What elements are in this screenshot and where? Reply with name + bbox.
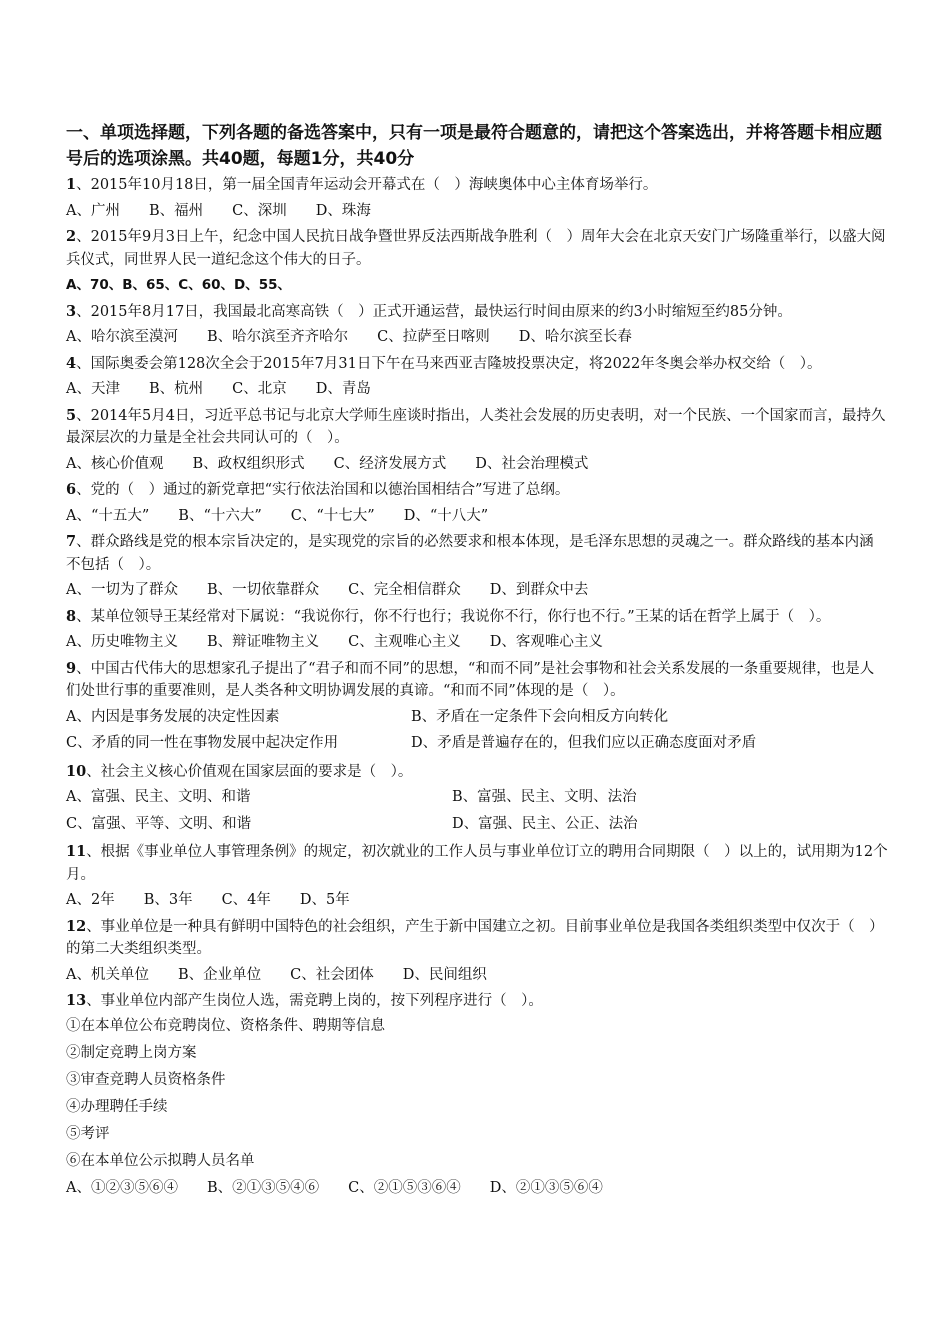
question-text: 、中国古代伟大的思想家孔子提出了“君子和而不同”的思想，“和而不同”是社会事物和社会关系发展的一条重要规律，也是人们处世行事的重要准则，是人类各种文明协调发展的真谛。“和而不同”体现的是（ ）。: [66, 660, 875, 699]
question-text: 、党的（ ）通过的新党章把“实行依法治国和以德治国相结合”写进了总纲。: [76, 482, 570, 498]
procedure-item: ①在本单位公布竞聘岗位、资格条件、聘期等信息: [66, 1017, 385, 1034]
option-a: A、内因是事务发展的决定性因素: [66, 708, 280, 725]
option-b: B、富强、民主、文明、法治: [452, 789, 637, 805]
question-10: [66, 761, 888, 839]
question-13: [66, 990, 888, 1199]
question-text: 、根据《事业单位人事管理条例》的规定，初次就业的工作人员与事业单位订立的聘用合同期限（ ）以上的，试用期为12个月。: [66, 844, 888, 883]
procedure-item: ⑤考评: [66, 1125, 110, 1142]
procedure-item: ⑥在本单位公示拟聘人员名单: [66, 1152, 255, 1169]
question-options: A、历史唯物主义 B、辩证唯物主义 C、主观唯心主义 D、客观唯心主义: [66, 634, 603, 650]
question-12: [66, 916, 888, 987]
question-options: A、70、B、65、C、60、D、55、: [66, 277, 291, 293]
question-text: 、2015年8月17日，我国最北高寒高铁（ ）正式开通运营，最快运行时间由原来的约3小时缩短至约85分钟。: [76, 303, 792, 320]
question-number: 1: [66, 176, 77, 193]
exam-page: [66, 120, 888, 1203]
question-1: [66, 174, 888, 222]
question-number: 7: [66, 533, 77, 550]
question-number: 6: [66, 481, 77, 498]
question-number: 4: [66, 354, 77, 372]
question-text: 、某单位领导王某经常对下属说：“我说你行，你不行也行；我说你不行，你行也不行。”王某的话在哲学上属于（ ）。: [76, 608, 831, 625]
question-text: 、国际奥委会第128次全会于2015年7月31日下午在马来西亚吉隆坡投票决定，将2022年冬奥会举办权交给（ ）。: [76, 355, 822, 372]
section-heading: 一、单项选择题，下列各题的备选答案中，只有一项是最符合题意的，请把这个答案选出，并将答题卡相应题号后的选项涂黑。共40题，每题1分，共40分: [66, 123, 882, 169]
question-11: [66, 841, 888, 912]
question-8: [66, 606, 888, 654]
question-number: 12: [66, 917, 87, 935]
option-c: C、富强、平等、文明、和谐: [66, 815, 252, 832]
procedure-item: ④办理聘任手续: [66, 1098, 168, 1115]
question-number: 9: [66, 659, 77, 677]
question-options: A、核心价值观 B、政权组织形式 C、经济发展方式 D、社会治理模式: [66, 455, 589, 472]
question-text: 、2014年5月4日，习近平总书记与北京大学师生座谈时指出，人类社会发展的历史表明，对一个民族、一个国家而言，最持久最深层次的力量是全社会共同认可的（ ）。: [66, 407, 886, 446]
procedure-item: ③审查竞聘人员资格条件: [66, 1071, 226, 1088]
question-options: [66, 705, 888, 758]
procedure-item: ②制定竞聘上岗方案: [66, 1044, 197, 1061]
question-options: A、一切为了群众 B、一切依靠群众 C、完全相信群众 D、到群众中去: [66, 582, 589, 598]
question-6: [66, 479, 888, 527]
question-options: A、哈尔滨至漠河 B、哈尔滨至齐齐哈尔 C、拉萨至日喀则 D、哈尔滨至长春: [66, 329, 632, 345]
option-a: A、富强、民主、文明、和谐: [66, 789, 251, 805]
option-d: D、富强、民主、公正、法治: [452, 815, 638, 832]
question-number: 2: [66, 228, 77, 245]
question-number: 8: [66, 607, 77, 625]
question-options: A、“十五大” B、“十六大” C、“十七大” D、“十八大”: [66, 507, 489, 524]
question-4: [66, 353, 888, 401]
question-number: 5: [66, 406, 77, 424]
question-text: 、2015年9月3日上午，纪念中国人民抗日战争暨世界反法西斯战争胜利（ ）周年大会在北京天安门广场隆重举行，以盛大阅兵仪式，同世界人民一道纪念这个伟大的日子。: [66, 229, 886, 268]
question-number: 3: [66, 302, 77, 320]
question-text: 、2015年10月18日，第一届全国青年运动会开幕式在（ ）海峡奥体中心主体育场举行。: [76, 177, 658, 193]
question-options: [66, 785, 888, 838]
question-text: 、社会主义核心价值观在国家层面的要求是（ ）。: [86, 763, 413, 780]
question-number: 10: [66, 762, 87, 780]
option-c: C、矛盾的同一性在事物发展中起决定作用: [66, 735, 339, 751]
question-5: [66, 405, 888, 476]
question-options: A、广州 B、福州 C、深圳 D、珠海: [66, 202, 371, 219]
question-9: [66, 658, 888, 758]
question-options: A、天津 B、杭州 C、北京 D、青岛: [66, 381, 371, 397]
question-text: 、事业单位内部产生岗位人选，需竞聘上岗的，按下列程序进行（ ）。: [86, 993, 543, 1009]
question-number: 13: [66, 992, 87, 1009]
question-number: 11: [66, 843, 87, 860]
question-text: 、事业单位是一种具有鲜明中国特色的社会组织，产生于新中国建立之初。目前事业单位是我国各类组织类型中仅次于（ ）的第二大类组织类型。: [66, 918, 884, 957]
question-text: 、群众路线是党的根本宗旨决定的，是实现党的宗旨的必然要求和根本体现，是毛泽东思想的灵魂之一。群众路线的基本内涵不包括（ ）。: [66, 534, 874, 573]
option-d: D、矛盾是普遍存在的，但我们应以正确态度面对矛盾: [411, 735, 757, 751]
question-7: [66, 531, 888, 602]
question-options: A、机关单位 B、企业单位 C、社会团体 D、民间组织: [66, 966, 487, 983]
question-options: A、①②③⑤⑥④ B、②①③⑤④⑥ C、②①⑤③⑥④ D、②①③⑤⑥④: [66, 1179, 603, 1196]
option-b: B、矛盾在一定条件下会向相反方向转化: [411, 708, 669, 725]
question-3: [66, 301, 888, 349]
question-options: A、2年 B、3年 C、4年 D、5年: [66, 892, 350, 908]
question-2: [66, 226, 888, 297]
